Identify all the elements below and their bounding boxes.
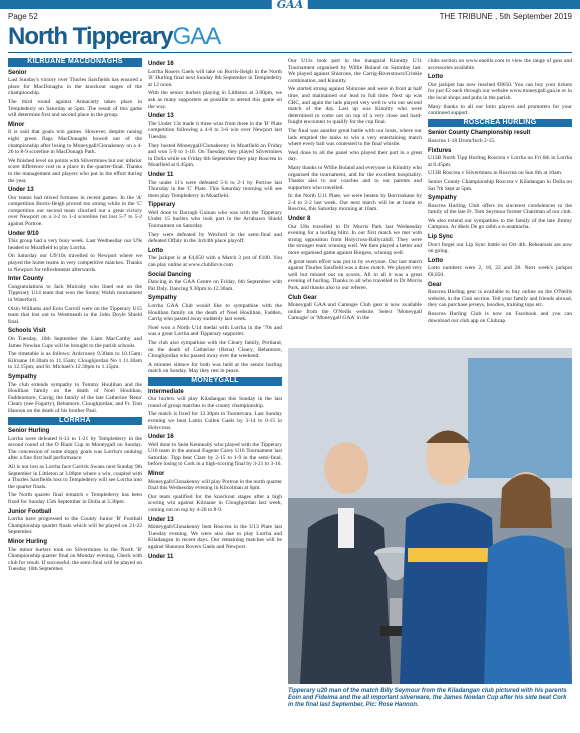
title-part-b: GAA (172, 23, 221, 50)
subheading: Sympathy (428, 195, 457, 202)
subheading: Under 16 (148, 434, 174, 441)
article-paragraph: Well done to Darragh Guinan who was with the Tipperary Under 15 hurlers who took part in the Arrabawn Shield Tournament on Saturday. (148, 209, 282, 230)
section-band-heading: MONEYGALL (148, 377, 282, 386)
article-paragraph: The timetable is as follows: Ardcroney 9.30am to 10.15am; Kilruane 10.30am to 11.15am; Cloughjordan No 1 11.30am to 12.15pm; and St. Michael's 12.30pm to 1.15pm. (8, 351, 142, 371)
article-paragraph: All is not lost as Lorrha face Carrick Swans next Sunday 9th September in Littleton at 3.00pm where a win, coupled with a Thurles Sarsfields loss to Templederry will see Lorrha into the quarter finals. (8, 464, 142, 490)
article-paragraph: The club extends sympathy to Tommy Houlihan and the Houlihan family on the death of Noel Houlihan, Faddenmore, Carrig; the family of the late Catherine 'Rena' Cleary (nee Fogarty), Behamore, Cloughjordan; and Fr. Tom Hannon on the death of his brother Paul. (8, 381, 142, 414)
article-paragraph: This group had a very busy week. Last Wednesday our U9s headed to Moatfield to play Lorrha. (8, 238, 142, 251)
article-paragraph: Lotto numbers were 2, 18, 22 and 28. Next week's jackpot €8,050. (428, 265, 572, 279)
article-paragraph: Our U8s travelled to Dr Morris Park last Wednesday evening for a hurling blitz. In our first match we met with strong opposition from Holycross-Ballycahill. They were the stronger team winning well. We then played a better and more organised game against Burgess, winning well. (288, 223, 422, 257)
article-paragraph: Moneygall/Clonakenny will play Portroe in the north quarter final this Wednesday evening in Kilcolman at 6pm. (148, 478, 282, 492)
subheading: Schools Visit (8, 328, 46, 335)
subheading: Minor Hurling (8, 539, 47, 545)
article-paragraph: The final was another great battle with our hosts, where our lads emptied the tanks to win a very entertaining match where every ball was contested to the final whistle. (288, 127, 422, 148)
article-paragraph: Our hurlers will play Kiladangan this Sunday in the last round of group matches in the county championship. (148, 396, 282, 409)
subheading: Under 13 (148, 113, 174, 120)
subheading: Under 8 (288, 216, 311, 223)
article-paragraph: They were defeated by Wexford in the semi-final and defeated Offaly in the 3rd/4th place playoff. (148, 231, 282, 245)
issue-info: THE TRIBUNE , 5th September 2019 (439, 12, 572, 21)
subheading: Lotto (148, 247, 163, 254)
subheading: Minor (8, 121, 25, 128)
subheading: Club Gear (288, 294, 317, 301)
article-paragraph: Moneygall/Clonakenny beat Roscrea in the U13 Plate last Tuesday evening. We were also due to play Lorrha and Kiladangan in recent days. Our remaining matches will be against Shannon Rovers Gaels and Newport. (148, 524, 282, 550)
article-paragraph: Moneygall GAA and Camogie Club gear is now available online from the O'Neills website. Select 'Moneygall Camogie' or 'Moneygall GAA' in the (288, 302, 422, 322)
article-paragraph: We finished level on points with Silvermines but our inferior score difference cost us a place in the quarter-final. Thanks to the management and players who put in the effort during the year. (8, 157, 142, 184)
team-photo (288, 348, 572, 684)
article-paragraph: Roscrea 1-18 Drom/Inch 2-15. (428, 137, 496, 144)
photo-caption: Tipperary u20 man of the match Billy Seymour from the Kiladangan club pictured with his parents Eoin and Fideima and the all important silverware, the James Nowlan Cup after his side beat Cork in the final last September, Pic: Rose Hannon. (288, 688, 567, 708)
section-band-heading: ROSCREA HURLING (428, 119, 572, 128)
article-paragraph: Lorrha have progressed to the County Junior 'B' Football Championship quarter finals which will be played on 21-22 September. (8, 516, 142, 536)
subheading: Social Dancing (148, 271, 192, 278)
subheading: Senior (8, 69, 27, 76)
article-paragraph: The Under 13s made it three wins from three in the 'B' Plate competition following a 4-8 to 3-6 win over Newport last Tuesday. (148, 120, 282, 140)
article-paragraph: Our U11s took part in the inaugural Kinnitty U11 Tournament organised by Willie Boland on Saturday last. We played against Shinrone, the Carrig-Riverstown/Crinkle combination, and Kinnitty. (288, 58, 422, 84)
article-paragraph: On Tuesday, 10th September the Liam MacCarthy and James Nowlan Cups will be brought to the parish schools. (8, 335, 142, 349)
subheading: Lotto (428, 74, 443, 81)
article-paragraph: The club also sympathise with the Cleary family, Portland, on the death of Catherine (Rena) Cleary, Behamore, Cloughjordan who passed away over the weekend. (148, 339, 282, 360)
subheading: Minor (148, 471, 165, 478)
section-band (0, 0, 580, 9)
article-paragraph: Roscrea Hurling Club is now on Facebook and you can download our club app on Clubzap. (428, 311, 572, 324)
subheading: Under 13 (8, 187, 34, 194)
article-paragraph: Well done to Seán Kenneally who played with the Tipperary U16 team in the annual Eugene Carey U16 Tournament last Saturday. Tipp beat Clare by 2-15 to 1-9 in the semi-final, before losing to Cork in a high-scoring final by 3-21 to 3-16. (148, 441, 282, 468)
subheading: Under 16 (148, 61, 174, 67)
subheading: Tipperary (148, 202, 176, 209)
article-paragraph: U13B North Tipp Hurling Roscrea v Lorrha on Fri 6th in Lorrha at 6.45pm. (428, 155, 572, 168)
section-band-heading: KILRUANE MACDONAGHS (8, 58, 142, 67)
article-paragraph: clubs section on www.oneills.com to view the range of gear and accessories available. (428, 58, 572, 71)
subheading: Senior Hurling (8, 428, 50, 435)
article-paragraph: The North quarter final rematch v Templederry has been fixed for Sunday 15th September in Dolla at 3.30pm. (8, 492, 142, 506)
team-photo-illustration (288, 348, 572, 684)
subheading: Under 9/10 (8, 230, 39, 237)
column-1 (8, 56, 142, 575)
section-label: GAA (272, 0, 308, 10)
article-paragraph: Roscrea Hurling Club offers its sincerest condolences to the family of the late Fr. Tom Seymour former Chairman of our club. (428, 202, 572, 216)
article-paragraph: With the senior hurlers playing in Littleton at 3.00pm, we ask as many supporters as possible to attend this game on the way. (148, 90, 282, 110)
article-paragraph: Lorrha GAA Club would like to sympathise with the Houlihan family on the death of Noel Houlihan, Fadden, Carrig who passed away suddenly last week. (148, 303, 282, 323)
column-2 (148, 58, 282, 561)
subheading: Lotto (428, 257, 443, 264)
subheading: Senior County Championship result (428, 130, 531, 137)
article-paragraph: Last Sunday's victory over Thurles Sarsfields has ensured a place for MacDonaghs in the knockout stages of the championship. (8, 77, 142, 97)
column-4 (428, 58, 572, 326)
article-paragraph: U13B Roscrea v Silvermines in Roscrea on Sun 8th at 10am. (428, 170, 563, 177)
article-paragraph: Oisin Williams and Eoin Carroll were on the Tipperary U15 team that lost out to Westmeath in the John Doyle Shield final. (8, 305, 142, 325)
article-paragraph: The under 11's were defeated 5-6 to 2-1 by Portroe last Thursday in the 'C' Plate. This Saturday morning will see them play Templederry in Moatfield. (148, 179, 282, 199)
article-paragraph: Many thanks to all our lotto players and promoters for your continued support. (428, 103, 572, 117)
article-paragraph: They hosted Moneygall/Clonakenny in Moatfield on Friday and won 5-9 to 1-10. On Tuesday, they played Silvermines in Dolla while on Friday 6th September they play Roscrea in Moatfield at 6.45pm. (148, 142, 282, 169)
article-paragraph: Noel won a North U14 medal with Lorrha in the '70s and was a great Lorrha and Tipperary supporter. (148, 324, 282, 338)
article-paragraph: Roscrea Hurling gear is available to buy online on the O'Neills website, in the Club section. Tell your family and friends abroad, they can purchase jerseys, hoodies, training tops etc. (428, 289, 572, 309)
subheading: Junior Football (8, 508, 52, 515)
subheading: Sympathy (148, 295, 177, 302)
subheading: Under 11 (148, 553, 174, 560)
title-rule (8, 52, 572, 53)
subheading: Intermediate (148, 388, 184, 395)
page-number: Page 52 (8, 12, 38, 21)
article-paragraph: It is said that goals win games. However, despite raising eight green flags MacDonaghs bowed out of the championship after losing to Moneygall/Clonakenny on a 4-26 to 8-9 scoreline in MacDonagh Park. (8, 129, 142, 156)
article-paragraph: Lorrha Rosers Gaels will take on Borris-Ileigh in the North 'B' Hurling final next Sunday 8th September in Templederry at 12 noon. (148, 68, 282, 88)
subheading: Under 13 (148, 516, 174, 523)
article-paragraph: Many thanks to Willie Boland and everyone in Kinnitty who organised the tournament, and for the excellent hospitality. Thanks also to our coaches and to our parents and supporters who travelled. (288, 164, 422, 191)
article-paragraph: Don't forget our Lip Sync battle on Oct 4th. Rehearsals are now on going. (428, 241, 572, 255)
section-band-heading: LORRHA (8, 417, 142, 426)
article-paragraph: Our jackpot has now reached €8650. You can buy your tickets for just €2 each through our website www.moneygall.gaa.ie or in the local shops and pubs in the parish. (428, 81, 572, 101)
article-paragraph: In the North U11 Plate, we were beaten by Borrisokane by 2-4 to 2-2 last week. Our next match will be at home to Roscrea, this Saturday morning at 10am. (288, 193, 422, 213)
article-paragraph: The jackpot is at €4,650 with a Match 3 pot of €100. You can play online at www.clubforce.com (148, 255, 282, 269)
article-paragraph: Congratulations to Jack Mulcahy who lined out on the Tipperary U14 team that won the Sonny Walsh tournament in Waterford. (8, 283, 142, 303)
article-paragraph: Our team qualified for the knockout stages after a high scoring win against Kilruane in Cloughjordan last week, coming out on top by 4-26 to 8-9. (148, 493, 282, 514)
article-paragraph: We also extend our sympathies to the family of the late Jimmy Campion. Ar dheis De go raibh a n-anamacha. (428, 217, 572, 231)
article-paragraph: We started strong against Shinrone and were in front at half time, and maintained our lead to full time. Next up was CRC, and again the lads played very well to win our second match of the day. Last up was Kinnitty who were determined to come out on top of a very close and hard-fought encounter to qualify for the cup final. (288, 86, 422, 126)
subheading: Sympathy (8, 373, 37, 380)
article-paragraph: The third round against Annacarty takes place in Templederry on Saturday at 5pm. The result of this game will determine first and second place in the group. (8, 98, 142, 119)
title-part-a: North Tipperary (8, 23, 173, 50)
article-paragraph: A great team effort was put in by everyone. Our last match against Thurles Sarsfield was a draw match. We played very well but missed out on scores. All in all it was a great evening of hurling. Thanks to all who travelled to Dr Morris Park, and thanks also to our referee. (288, 258, 422, 291)
article-paragraph: Well done to all the panel who played their part in a great day. (288, 149, 422, 163)
article-paragraph: Dancing in the GAA Centre on Friday, 6th September with Pat Daly. Dancing 9.30pm to 12.30am. (148, 279, 282, 292)
page-title (8, 24, 220, 50)
article-paragraph: Senior County Championship Roscrea v Kiladangan in Dolla on Sat 7th Sept at 5pm. (428, 178, 572, 192)
subheading: Gear (428, 281, 442, 288)
subheading: Lip Sync (428, 234, 454, 241)
article-paragraph: A minutes silence for both was held at the senior hurling match on Sunday. May they rest in peace. (148, 361, 282, 375)
article-paragraph: On Saturday our U9/10s travelled to Newport where we played the home teams in very competitive matches. Thanks to Newport for refreshments afterwards. (8, 253, 142, 273)
article-paragraph: The match is fixed for 12.30pm in Toomevara. Last Sunday evening we beat Lattin Cullen Gaels by 3-14 to 0-15 in Holycross. (148, 411, 282, 431)
subheading: Under 11 (148, 171, 174, 178)
article-paragraph: Lorrha were defeated 6-13 to 1-21 by Templederry in the second round of the O Riain Cup in Moneygall on Sunday. The concession of some sloppy goals was Lorrha's undoing after a fine first half performance. (8, 435, 142, 462)
subheading: Fixtures (428, 147, 452, 154)
column-3 (288, 58, 422, 324)
article-paragraph: The minor hurlers took on Silvermines in the North 'B' Championship quarter final on Monday evening. Check with club for result. If successful, the semi-final will be played on Tuesday 10th September. (8, 546, 142, 573)
article-paragraph: Our teams had mixed fortunes in recent games. In the 'A' competition Borris-Ileigh proved too strong while in the 'C' competition our second team clinched out a great victory over Newport on a 3-2 to 1-4 scoreline but lost 5-7 to 5-2 against Portroe. (8, 194, 142, 228)
subheading: Inter County (8, 276, 44, 283)
